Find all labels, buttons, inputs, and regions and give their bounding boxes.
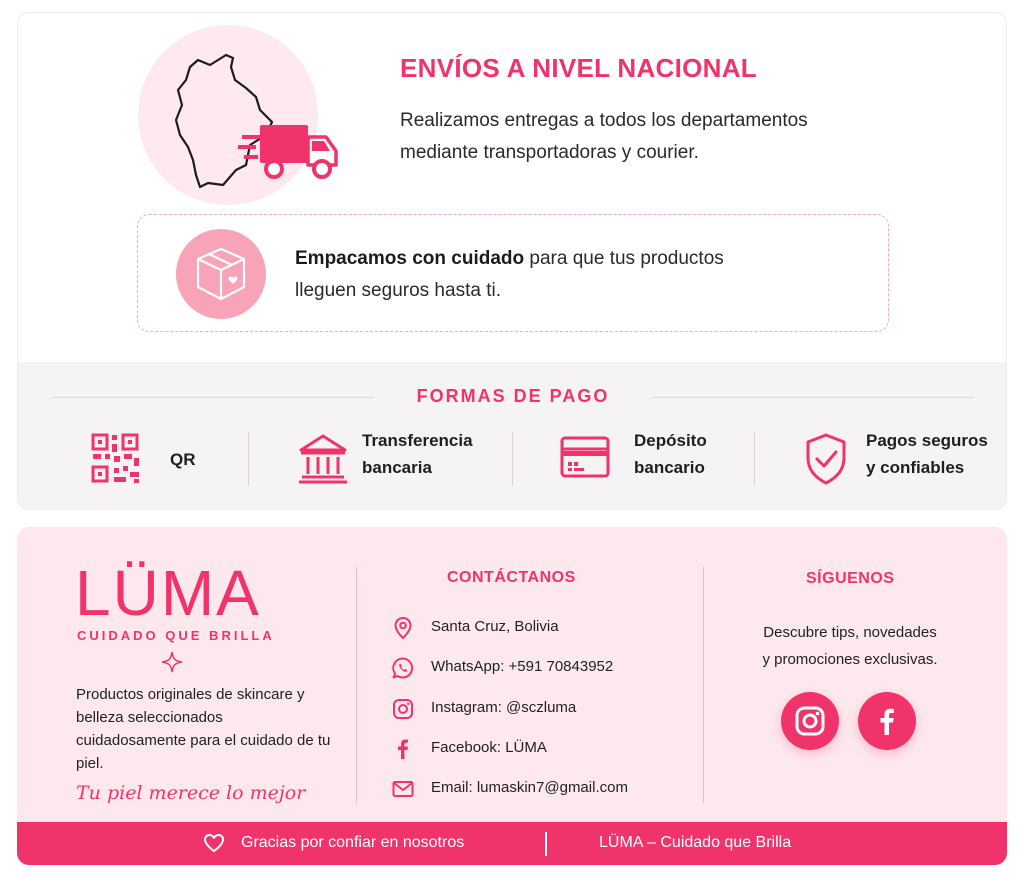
heart-icon <box>203 833 225 853</box>
instagram-button[interactable] <box>781 692 839 750</box>
facebook-icon <box>858 692 916 750</box>
follow-text-line2: y promociones exclusivas. <box>762 651 938 668</box>
instagram-icon <box>391 697 415 721</box>
packing-text-line1: para que tus productos <box>524 248 724 269</box>
contact-instagram-text: Instagram: @sczluma <box>431 699 577 716</box>
footer-brand-line: LÜMA – Cuidado que Brilla <box>599 834 792 851</box>
payment-transfer-line2: bancaria <box>362 458 432 477</box>
email-icon <box>391 777 415 801</box>
payment-transfer <box>298 432 498 492</box>
footer-separator <box>545 832 547 856</box>
payment-separator <box>754 432 755 486</box>
bank-icon <box>298 432 348 486</box>
payment-transfer-line1: Transferencia <box>362 431 473 450</box>
facebook-icon <box>391 737 415 761</box>
follow-title: SÍGUENOS <box>806 570 895 587</box>
instagram-icon <box>781 692 839 750</box>
map-circle <box>138 25 318 205</box>
contact-email-text: Email: lumaskin7@gmail.com <box>431 779 628 796</box>
payment-deposit-line2: bancario <box>634 458 705 477</box>
follow-text-line1: Descubre tips, novedades <box>763 624 937 641</box>
payment-separator <box>248 432 249 486</box>
packing-notice <box>137 214 889 332</box>
qr-code-icon <box>90 432 142 486</box>
shipping-title: ENVÍOS A NIVEL NACIONAL <box>400 53 757 83</box>
brand-motto: Tu piel merece lo mejor <box>76 782 306 804</box>
payment-separator <box>512 432 513 486</box>
contact-title: CONTÁCTANOS <box>447 569 576 586</box>
payment-methods-section <box>18 362 1007 510</box>
footer <box>17 527 1007 865</box>
sparkle-icon <box>161 651 183 673</box>
payment-secure <box>804 432 1004 492</box>
packing-bold-text: Empacamos con cuidado <box>295 248 525 269</box>
packing-text <box>295 243 815 307</box>
whatsapp-icon <box>391 656 415 680</box>
payment-secure-line2: y confiables <box>866 458 965 477</box>
column-divider <box>703 567 704 803</box>
brand-logo: LÜMA <box>75 557 261 629</box>
payment-secure-label <box>866 427 988 481</box>
delivery-truck-icon <box>238 115 338 185</box>
location-pin-icon <box>391 616 415 640</box>
payment-qr-label: QR <box>170 450 196 469</box>
facebook-button[interactable] <box>858 692 916 750</box>
contact-facebook-text: Facebook: LÜMA <box>431 739 547 756</box>
payment-transfer-label <box>362 427 473 481</box>
package-box-icon <box>176 229 266 319</box>
contact-location-text: Santa Cruz, Bolivia <box>431 618 559 635</box>
packing-text-line2: lleguen seguros hasta ti. <box>295 280 501 301</box>
payment-deposit <box>560 432 760 492</box>
shipping-description: Realizamos entregas a todos los departamentos mediante transportadoras y courier. <box>400 110 808 163</box>
card-deposit-icon <box>560 432 610 482</box>
footer-bar <box>17 822 1007 865</box>
column-divider <box>356 567 357 803</box>
shield-check-icon <box>804 432 848 486</box>
contact-whatsapp-text: WhatsApp: +591 70843952 <box>431 658 614 675</box>
payment-deposit-line1: Depósito <box>634 431 707 450</box>
brand-description: Productos originales de skincare y belleza seleccionados cuidadosamente para el cuidado de tu piel. <box>76 686 331 772</box>
footer-thanks: Gracias por confiar en nosotros <box>241 834 465 851</box>
payment-secure-line1: Pagos seguros <box>866 431 988 450</box>
payment-qr <box>90 432 240 492</box>
shipping-card <box>17 12 1007 510</box>
payment-deposit-label <box>634 427 707 481</box>
payment-title: FORMAS DE PAGO <box>416 386 610 406</box>
follow-description <box>737 619 963 673</box>
package-circle <box>176 229 266 319</box>
brand-tagline: CUIDADO QUE BRILLA <box>77 628 275 643</box>
